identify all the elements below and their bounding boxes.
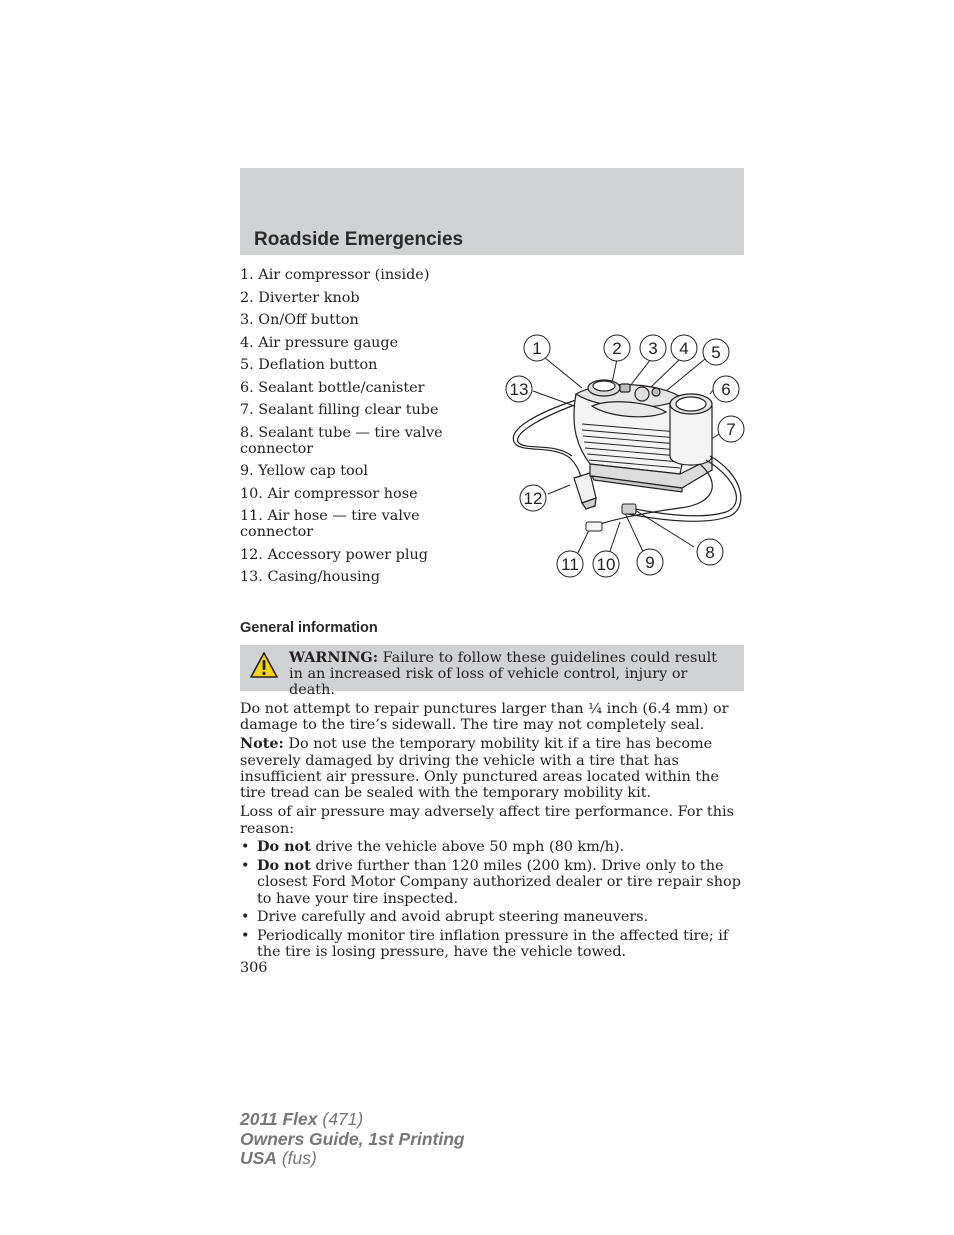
list-item: 5. Deflation button — [240, 357, 378, 373]
general-information-heading: General information — [240, 620, 378, 636]
warning-triangle-icon — [249, 651, 279, 679]
list-item: 1. Air compressor (inside) — [240, 267, 430, 283]
warning-box — [240, 645, 744, 698]
section-title: Roadside Emergencies — [254, 229, 464, 250]
footer-model-code: (471) — [317, 1109, 364, 1129]
bullet-text: Periodically monitor tire inflation pressure in the affected tire; if the tire is losing pressure, have the vehicle towed. — [257, 928, 729, 961]
footer-model: 2011 Flex — [240, 1109, 318, 1129]
list-item: 8. Sealant tube — tire valve connector — [240, 424, 443, 457]
callout-label: 10 — [596, 555, 616, 574]
warning-text — [289, 650, 735, 698]
footer-print-info — [240, 1110, 465, 1169]
list-item: 7. Sealant filling clear tube — [240, 402, 439, 418]
hose-connectors — [586, 504, 636, 531]
bullet-bold: Do not — [257, 838, 311, 856]
footer-edition: Owners Guide, 1st Printing — [240, 1128, 465, 1149]
list-item: 4. Air pressure gauge — [240, 334, 399, 351]
warning-label: WARNING: — [289, 649, 379, 666]
list-item: 10. Air compressor hose — [240, 485, 418, 502]
bullet-text: Drive carefully and avoid abrupt steering maneuvers. — [257, 909, 649, 926]
callout-label: 3 — [648, 339, 658, 358]
callout-label: 6 — [721, 380, 731, 399]
bullet-list — [240, 839, 744, 960]
list-item: 13. Casing/housing — [240, 569, 381, 585]
callout-label: 12 — [523, 489, 543, 508]
list-item — [240, 909, 744, 925]
note-label: Note: — [240, 735, 284, 753]
callout-label: 1 — [532, 339, 542, 358]
callout-label: 9 — [645, 553, 655, 572]
section-header-band — [240, 168, 744, 255]
bullet-text: drive the vehicle above 50 mph (80 km/h). — [310, 839, 625, 856]
note-text: Do not use the temporary mobility kit if a tire has become severely damaged by driving the vehicle with a tire that has insufficient air pressure. Only punctured areas located within the tire tread can be sealed with the temporary mobility kit. — [240, 736, 719, 802]
callout-label: 4 — [679, 339, 689, 358]
note-paragraph — [240, 736, 744, 802]
bullet-text: drive further than 120 miles (200 km). Drive only to the closest Ford Motor Company authorized dealer or tire repair shop to have your tire inspected. — [257, 858, 741, 907]
callout-label: 8 — [705, 543, 715, 562]
list-item: 6. Sealant bottle/canister — [240, 379, 425, 396]
footer-market-code: (fus) — [276, 1148, 317, 1168]
power-cord — [513, 400, 582, 480]
list-item — [240, 839, 744, 855]
list-item: 2. Diverter knob — [240, 289, 360, 306]
callout-label: 11 — [561, 555, 579, 574]
list-item: 3. On/Off button — [240, 312, 359, 328]
paragraph: Do not attempt to repair punctures larger than ¼ inch (6.4 mm) or damage to the tire’s sidewall. The tire may not completely seal. — [240, 701, 729, 734]
callout-label: 2 — [612, 339, 622, 358]
paragraph: Loss of air pressure may adversely affect tire performance. For this reason: — [240, 804, 734, 837]
list-item: 12. Accessory power plug — [240, 546, 428, 563]
page-number: 306 — [240, 960, 268, 976]
parts-list — [240, 267, 492, 592]
list-item: 9. Yellow cap tool — [240, 463, 368, 479]
bullet-bold: Do not — [257, 857, 311, 875]
footer-market: USA — [240, 1148, 277, 1168]
callout-label: 5 — [711, 343, 721, 362]
list-item — [240, 858, 744, 907]
body-text — [240, 701, 744, 963]
callout-label: 7 — [726, 420, 736, 439]
footer-line — [240, 1110, 465, 1130]
list-item: 11. Air hose — tire valve connector — [240, 508, 420, 540]
footer-line — [240, 1149, 465, 1169]
list-item — [240, 928, 744, 961]
warning-message: Failure to follow these guidelines could result in an increased risk of loss of vehicle control, injury or death. — [289, 650, 718, 698]
tire-mobility-kit-illustration — [500, 328, 750, 580]
sealant-canister — [670, 394, 712, 465]
footer-line — [240, 1130, 465, 1150]
callout-label: 13 — [509, 380, 529, 399]
